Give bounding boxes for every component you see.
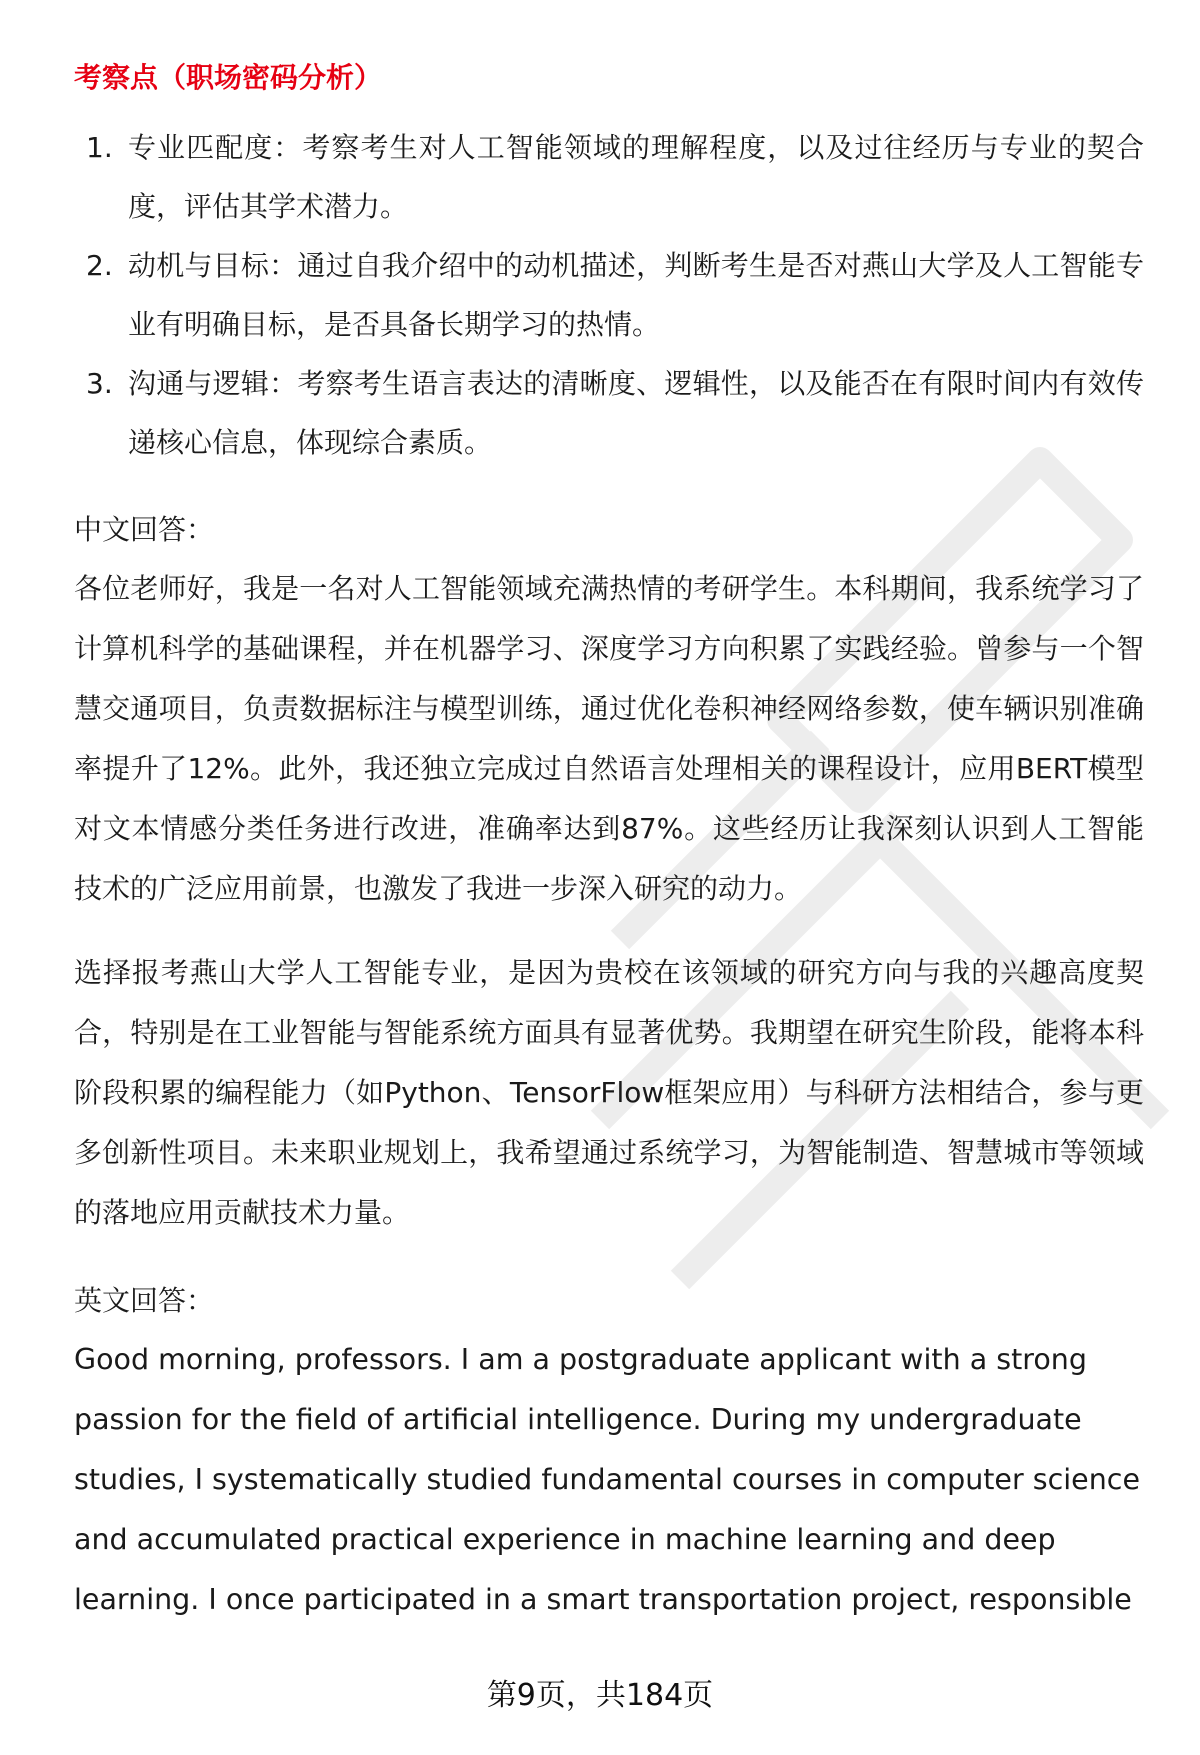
english-answer-label: 英文回答： xyxy=(74,1284,215,1317)
list-text: 沟通与逻辑：考察考生语言表达的清晰度、逻辑性，以及能否在有限时间内有效传递核心信息，体现综合素质。 xyxy=(128,367,1144,459)
section-title: 考察点（职场密码分析） xyxy=(74,61,383,94)
english-line: and accumulated practical experience in machine learning and deep xyxy=(74,1523,1056,1556)
english-line: studies, I systematically studied fundamental courses in computer science xyxy=(74,1463,1140,1496)
list-text: 专业匹配度：考察考生对人工智能领域的理解程度，以及过往经历与专业的契合度，评估其学术潜力。 xyxy=(128,131,1144,223)
list-item xyxy=(74,118,1144,236)
list-number: 3. xyxy=(86,367,113,400)
list-number: 2. xyxy=(86,249,113,282)
chinese-paragraph: 选择报考燕山大学人工智能专业，是因为贵校在该领域的研究方向与我的兴趣高度契合，特别是在工业智能与智能系统方面具有显著优势。我期望在研究生阶段，能将本科阶段积累的编程能力（如Python、TensorFlow框架应用）与科研方法相结合，参与更多创新性项目。未来职业规划上，我希望通过系统学习，为智能制造、智慧城市等领域的落地应用贡献技术力量。 xyxy=(74,956,1144,1229)
chinese-answer-label: 中文回答： xyxy=(74,513,215,546)
list-number: 1. xyxy=(86,131,113,164)
list-item xyxy=(74,354,1144,472)
page-number-footer: 第9页，共184页 xyxy=(486,1678,714,1713)
english-paragraph xyxy=(74,1330,1144,1630)
page-content xyxy=(74,58,1144,1630)
exam-points-list xyxy=(74,118,1144,472)
english-line: Good morning, professors. I am a postgraduate applicant with a strong xyxy=(74,1343,1087,1376)
english-line: passion for the field of artificial intelligence. During my undergraduate xyxy=(74,1403,1082,1436)
list-item xyxy=(74,236,1144,354)
chinese-paragraph: 各位老师好，我是一名对人工智能领域充满热情的考研学生。本科期间，我系统学习了计算机科学的基础课程，并在机器学习、深度学习方向积累了实践经验。曾参与一个智慧交通项目，负责数据标注与模型训练，通过优化卷积神经网络参数，使车辆识别准确率提升了12%。此外，我还独立完成过自然语言处理相关的课程设计，应用BERT模型对文本情感分类任务进行改进，准确率达到87%。这些经历让我深刻认识到人工智能技术的广泛应用前景，也激发了我进一步深入研究的动力。 xyxy=(74,572,1144,905)
list-text: 动机与目标：通过自我介绍中的动机描述，判断考生是否对燕山大学及人工智能专业有明确目标，是否具备长期学习的热情。 xyxy=(128,249,1144,341)
english-line: learning. I once participated in a smart transportation project, responsible xyxy=(74,1583,1132,1616)
